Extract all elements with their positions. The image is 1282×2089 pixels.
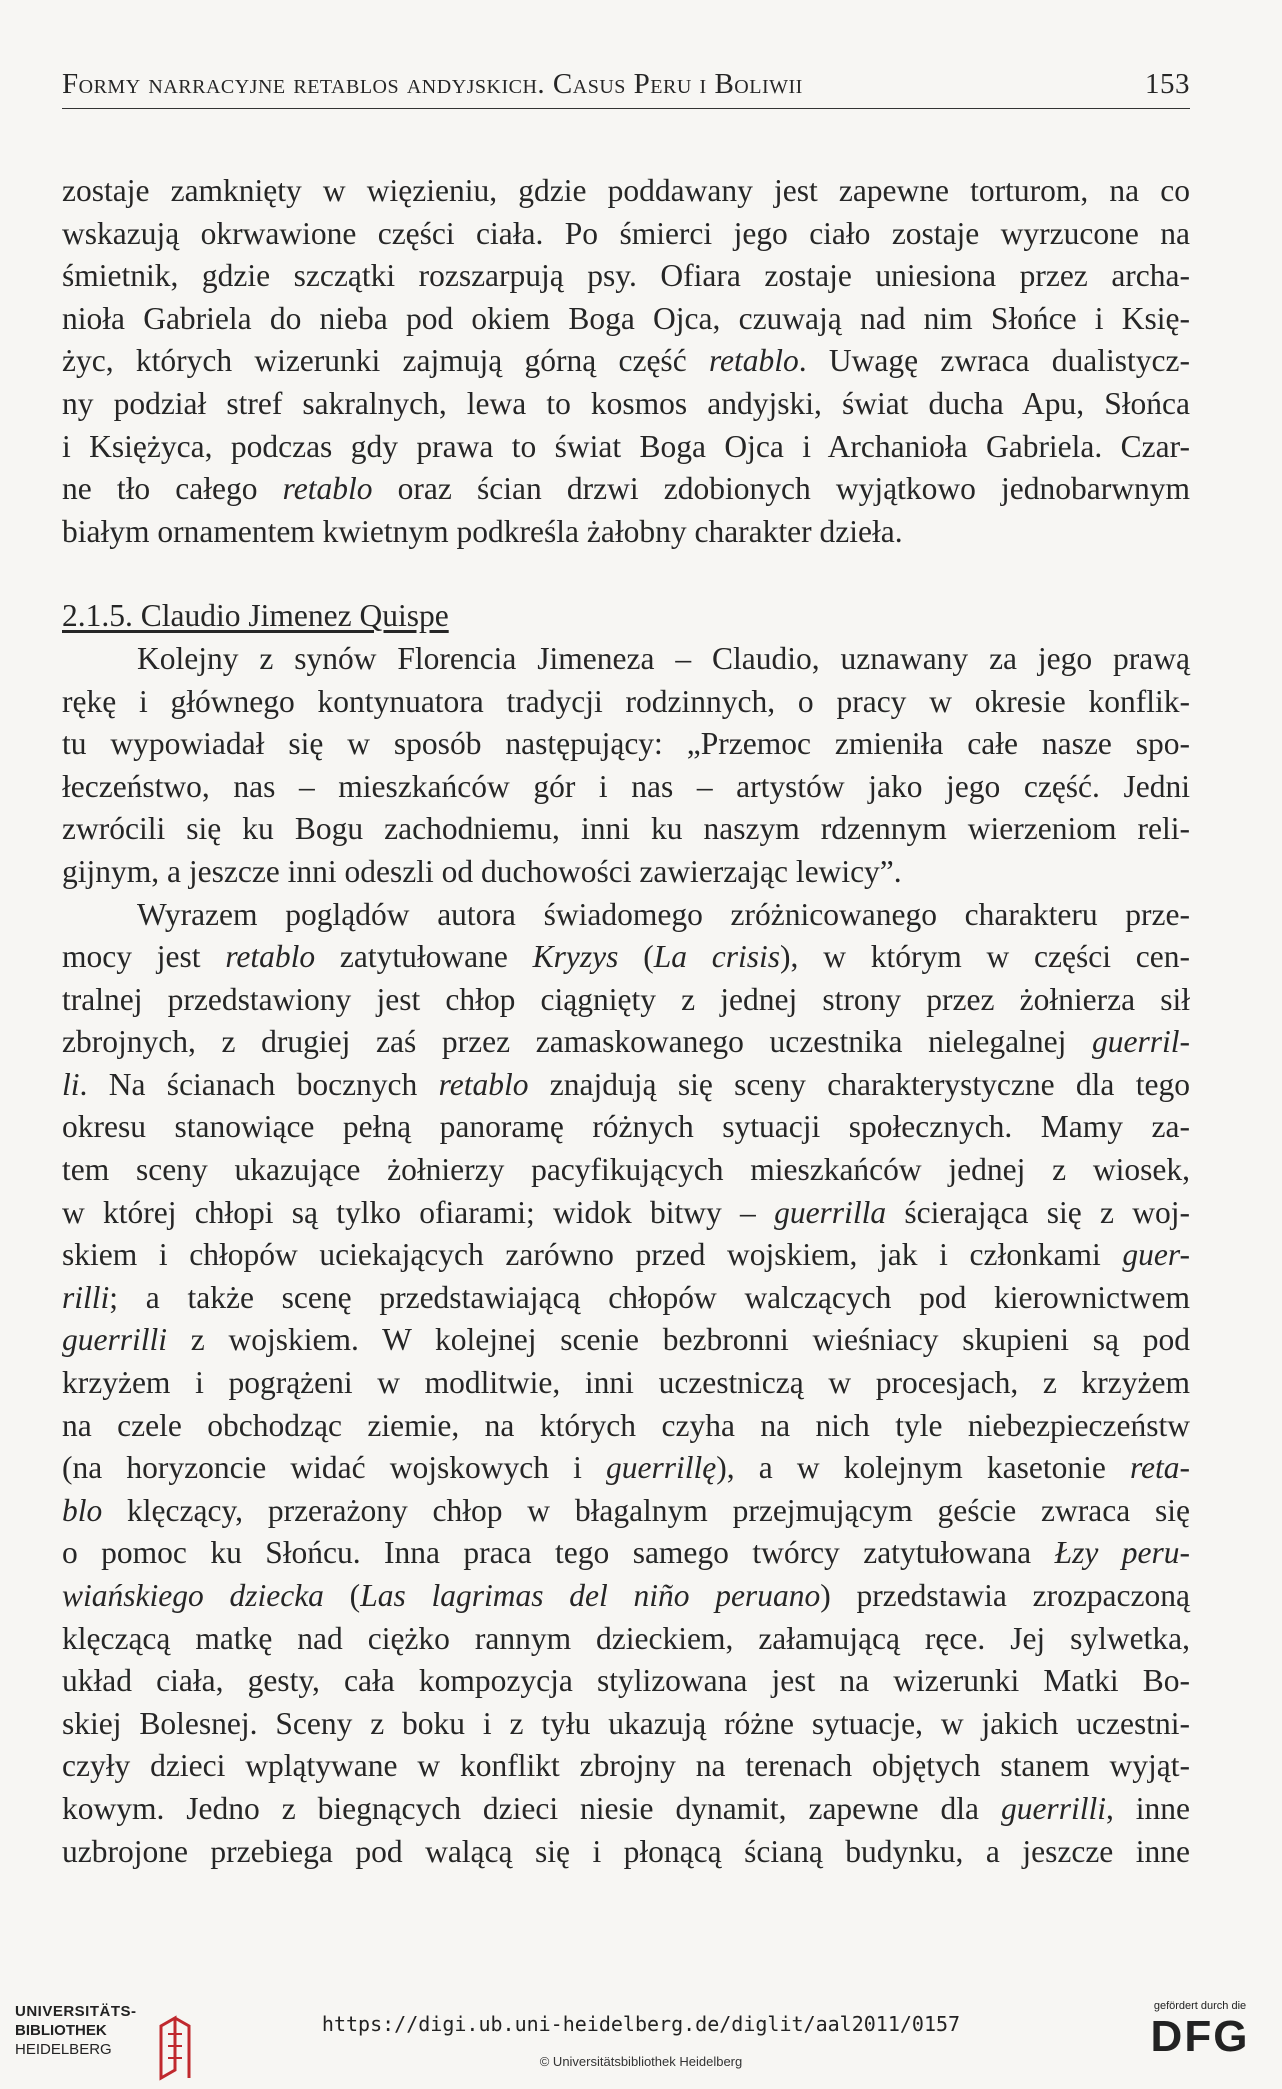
text-line	[62, 638, 1190, 681]
text-run: ścierająca się z woj-	[886, 1194, 1190, 1230]
text-line	[62, 511, 1190, 554]
text-run: . Uwagę zwraca dualistycz-	[798, 343, 1190, 379]
text-run: nioła Gabriela do nieba pod okiem Boga Ojca, czuwają nad nim Słońce i Księ-	[62, 300, 1190, 336]
text-line	[62, 1405, 1190, 1448]
text-line	[62, 1064, 1190, 1107]
text-line	[62, 681, 1190, 724]
body-text	[62, 170, 1190, 1873]
text-line	[62, 298, 1190, 341]
italic-run: Łzy peru-	[1054, 1535, 1190, 1571]
text-line	[62, 808, 1190, 851]
text-run: kowym. Jedno z biegnących dzieci niesie dynamit, zapewne dla	[62, 1790, 1001, 1826]
text-run: w której chłopi są tylko ofiarami; widok bitwy –	[62, 1194, 775, 1230]
text-line	[62, 936, 1190, 979]
funding-note: gefördert durch die	[1153, 2000, 1247, 2012]
text-run: z wojskiem. W kolejnej scenie bezbronni wieśniacy skupieni są pod	[167, 1322, 1190, 1358]
text-run: ne tło całego	[62, 471, 283, 507]
text-line	[62, 1149, 1190, 1192]
italic-run: retablo	[282, 471, 373, 507]
permalink-url[interactable]: https://digi.ub.uni-heidelberg.de/diglit/aal2011/0157	[321, 2012, 961, 2036]
text-line	[62, 340, 1190, 383]
text-run: mocy jest	[62, 939, 226, 975]
text-line	[62, 1106, 1190, 1149]
text-run: ), a w kolejnym kasetonie	[716, 1450, 1130, 1486]
text-run: rękę i głównego kontynuatora tradycji rodzinnych, o pracy w okresie konflik-	[62, 683, 1190, 719]
italic-run: Kryzys	[532, 939, 619, 975]
italic-run: Las lagrimas del niño peruano	[360, 1578, 821, 1613]
text-run: . Na ścianach bocznych	[79, 1066, 439, 1102]
text-run: na czele obchodząc ziemie, na których czyha na nich tyle niebezpieczeństw	[62, 1407, 1190, 1443]
italic-run: li	[62, 1066, 80, 1102]
text-run: 2.1.5. Claudio Jimenez Quispe	[62, 598, 449, 634]
text-run: tem sceny ukazujące żołnierzy pacyfikujących mieszkańców jednej z wiosek,	[62, 1152, 1190, 1188]
text-run: zostaje zamknięty w więzieniu, gdzie poddawany jest zapewne torturom, na co	[62, 173, 1190, 208]
copyright-notice: © Universitätsbibliothek Heidelberg	[539, 2054, 743, 2069]
text-run: skiej Bolesnej. Sceny z boku i z tyłu ukazują różne sytuacje, w jakich uczestni-	[62, 1705, 1190, 1741]
italic-run: retablo	[438, 1066, 529, 1102]
text-line	[62, 894, 1190, 937]
text-run: tralnej przedstawiony jest chłop ciągnięty z jednej strony przez żołnierza sił	[62, 981, 1190, 1017]
text-line	[62, 468, 1190, 511]
italic-run: guer-	[1122, 1237, 1190, 1273]
text-run: klęczącą matkę nad ciężko rannym dzieckiem, załamującą ręce. Jej sylwetka,	[62, 1620, 1190, 1656]
text-run: krzyżem i pogrążeni w modlitwie, inni uczestniczą w procesjach, z krzyżem	[62, 1365, 1190, 1401]
text-run: ; a także scenę przedstawiającą chłopów walczących pod kierownictwem	[109, 1279, 1190, 1315]
text-line	[62, 170, 1190, 213]
dfg-logo[interactable]	[1130, 2000, 1270, 2062]
text-run: (	[618, 939, 654, 975]
text-line	[62, 1745, 1190, 1788]
text-line	[62, 1575, 1190, 1618]
text-run: życ, których wizerunki zajmują górną część	[62, 343, 709, 379]
text-run: wskazują okrwawione części ciała. Po śmierci jego ciało zostaje wyrzucone na	[62, 215, 1190, 251]
text-line	[62, 851, 1190, 894]
text-line	[62, 1319, 1190, 1362]
text-run: o pomoc ku Słońcu. Inna praca tego samego twórcy zatytułowana	[62, 1535, 1055, 1571]
text-run: uzbrojone przebiega pod walącą się i płonącą ścianą budynku, a jeszcze inne	[62, 1833, 1190, 1869]
text-run: ), w którym w części cen-	[780, 939, 1190, 975]
footer	[0, 1990, 1282, 2089]
text-line	[62, 1660, 1190, 1703]
text-run: ny podział stref sakralnych, lewa to kosmos andyjski, świat ducha Apu, Słońca	[62, 385, 1190, 421]
italic-run: guerrilla	[774, 1194, 887, 1230]
text-run: klęczący, przerażony chłop w błagalnym przejmującym geście zwraca się	[102, 1492, 1190, 1528]
text-run: ) przedstawia zrozpaczoną	[820, 1578, 1190, 1613]
text-run: Kolejny z synów Florencia Jimeneza – Claudio, uznawany za jego prawą	[137, 640, 1190, 676]
text-line	[62, 383, 1190, 426]
text-run: (na horyzoncie widać wojskowych i	[62, 1450, 606, 1486]
text-line	[62, 1532, 1190, 1575]
page-number: 153	[1145, 68, 1190, 100]
section-heading	[62, 595, 1190, 638]
text-line	[62, 1618, 1190, 1661]
text-run: łeczeństwo, nas – mieszkańców gór i nas – artystów jako jego część. Jedni	[62, 768, 1190, 804]
text-line	[62, 213, 1190, 256]
text-run: znajdują się sceny charakterystyczne dla tego	[528, 1066, 1190, 1102]
dfg-wordmark: DFG	[1150, 2012, 1250, 2061]
text-run: układ ciała, gesty, cała kompozycja stylizowana jest na wizerunki Matki Bo-	[62, 1663, 1190, 1699]
text-line	[62, 1447, 1190, 1490]
italic-run: reta-	[1129, 1450, 1190, 1486]
text-run: Wyrazem poglądów autora świadomego zróżnicowanego charakteru prze-	[137, 896, 1190, 932]
text-run: okresu stanowiące pełną panoramę różnych sytuacji społecznych. Mamy za-	[62, 1109, 1190, 1145]
library-name-line2: BIBLIOTHEK	[15, 2022, 107, 2039]
text-run: (	[323, 1578, 361, 1613]
text-line	[62, 1490, 1190, 1533]
text-line	[62, 1234, 1190, 1277]
italic-run: guerrillę	[606, 1450, 717, 1486]
text-line	[62, 1362, 1190, 1405]
text-run: zwrócili się ku Bogu zachodniemu, inni ku naszym rdzennym wierzeniom reli-	[62, 811, 1190, 847]
text-run: śmietnik, gdzie szczątki rozszarpują psy. Ofiara zostaje uniesiona przez archa-	[62, 258, 1190, 294]
text-line	[62, 979, 1190, 1022]
text-run: gijnym, a jeszcze inni odeszli od duchowości zawierzając lewicy”.	[62, 853, 902, 889]
header-rule	[62, 108, 1190, 109]
italic-run: retablo	[708, 343, 799, 379]
text-line	[62, 426, 1190, 469]
italic-run: retablo	[225, 939, 316, 975]
text-line	[62, 1192, 1190, 1235]
text-line	[62, 255, 1190, 298]
running-head	[62, 68, 1190, 101]
italic-run: guerril-	[1092, 1024, 1190, 1060]
text-run: białym ornamentem kwietnym podkreśla żałobny charakter dzieła.	[62, 513, 903, 549]
text-run: zbrojnych, z drugiej zaś przez zamaskowanego uczestnika nielegalnej	[62, 1024, 1092, 1060]
text-line	[62, 1788, 1190, 1831]
text-line	[62, 1703, 1190, 1746]
italic-run: wiańskiego dziecka	[62, 1578, 324, 1613]
running-title: Formy narracyjne retablos andyjskich. Casus Peru i Boliwii	[62, 68, 803, 100]
text-line	[62, 1277, 1190, 1320]
library-name-line3: HEIDELBERG	[15, 2041, 112, 2058]
text-line	[62, 1831, 1190, 1874]
text-run: skiem i chłopów uciekających zarówno przed wojskiem, jak i członkami	[62, 1237, 1123, 1273]
italic-run: guerrilli	[1000, 1790, 1106, 1826]
text-run: tu wypowiadał się w sposób następujący: „Przemoc zmieniła całe nasze spo-	[62, 726, 1190, 762]
text-run: zatytułowane	[315, 939, 533, 975]
text-line	[62, 1021, 1190, 1064]
text-line	[62, 766, 1190, 809]
text-run: oraz ścian drzwi zdobionych wyjątkowo jednobarwnym	[372, 471, 1191, 507]
library-name-line1: UNIVERSITÄTS-	[15, 2003, 137, 2020]
text-run: i Księżyca, podczas gdy prawa to świat Boga Ojca i Archanioła Gabriela. Czar-	[62, 428, 1190, 464]
text-run: czyły dzieci wplątywane w konflikt zbrojny na terenach objętych stanem wyjąt-	[62, 1748, 1190, 1784]
italic-run: blo	[62, 1492, 103, 1528]
italic-run: La crisis	[653, 939, 781, 975]
text-run: , inne	[1105, 1790, 1190, 1826]
italic-run: rilli	[62, 1279, 110, 1315]
italic-run: guerrilli	[62, 1322, 168, 1358]
text-line	[62, 723, 1190, 766]
